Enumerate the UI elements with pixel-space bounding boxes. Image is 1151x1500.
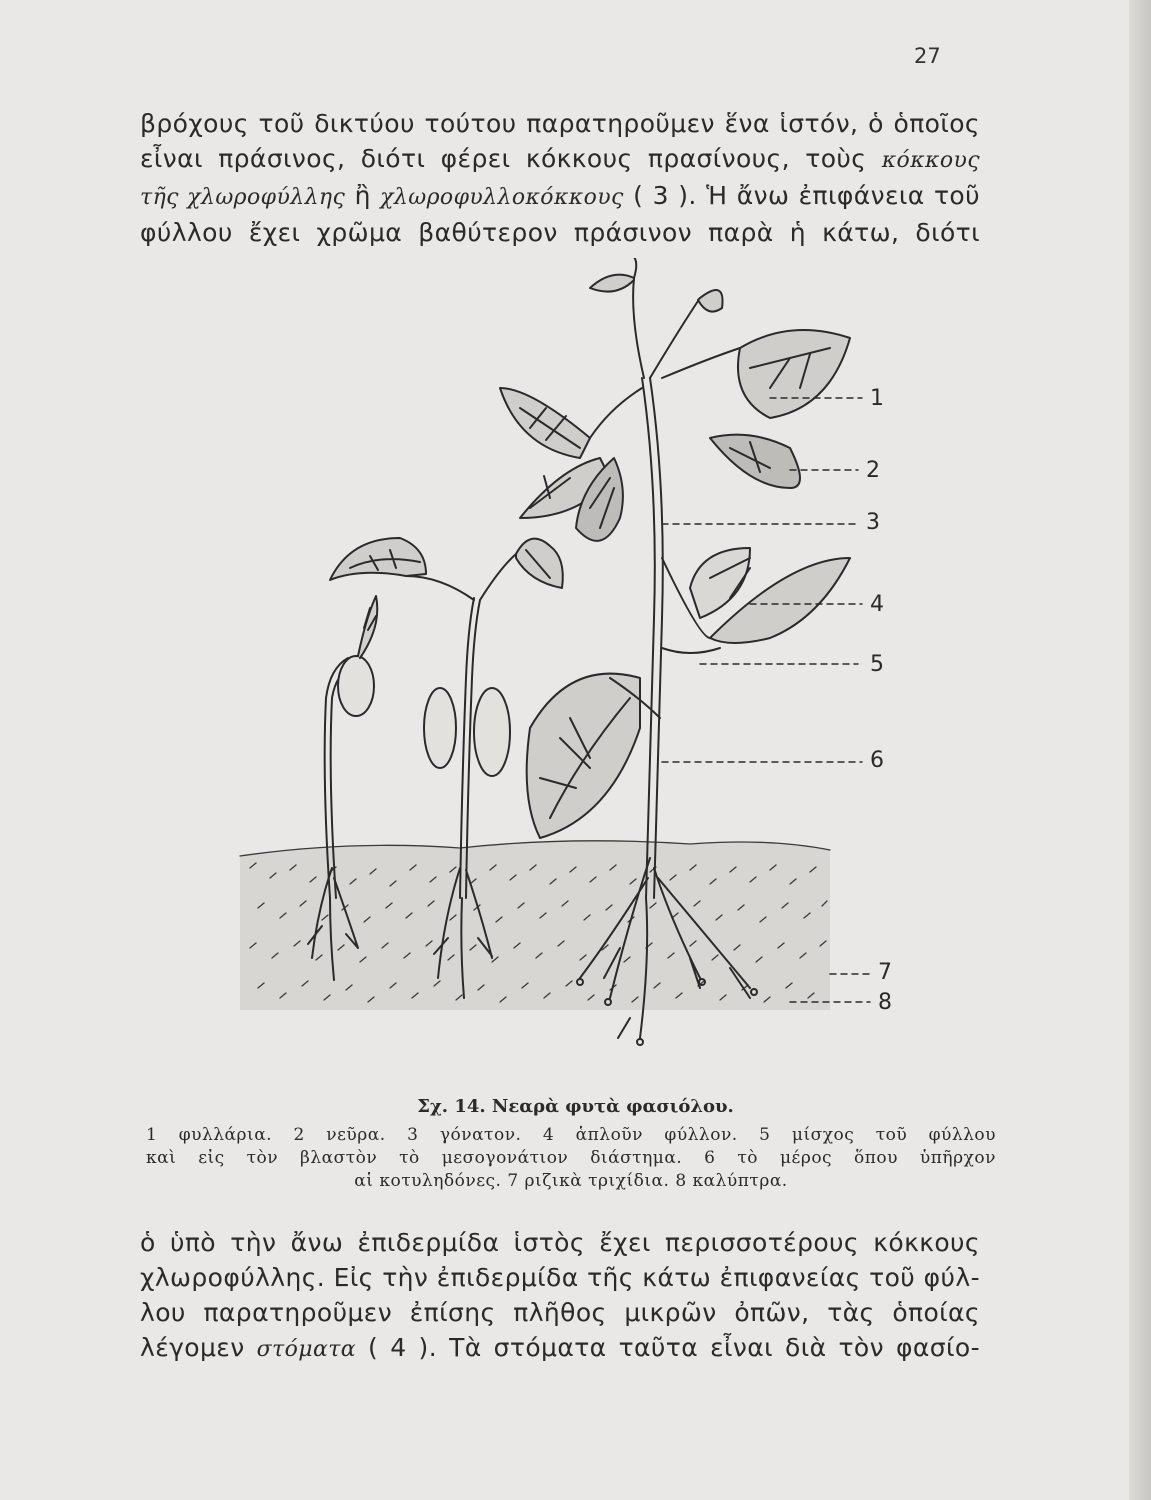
text-line bbox=[140, 1330, 980, 1367]
plant-illustration bbox=[230, 258, 910, 1068]
italic-term: τῆς χλωροφύλλης bbox=[140, 185, 346, 210]
italic-term: χλωροφυλλοκόκκους bbox=[380, 185, 624, 210]
figure-caption-title: Σχ. 14. Νεαρὰ φυτὰ φασιόλου. bbox=[417, 1096, 734, 1117]
caption-line: 1 φυλλάρια. 2 νεῦρα. 3 γόνατον. 4 ἁπλοῦν φύλλον. 5 μίσχος τοῦ φύλλου bbox=[146, 1125, 996, 1145]
text-run: λέγομεν bbox=[140, 1333, 257, 1362]
bottom-paragraph bbox=[140, 1225, 980, 1367]
text-line bbox=[140, 141, 980, 178]
text-line: λου παρατηροῦμεν ἐπίσης πλῆθος μικρῶν ὀπῶν, τὰς ὁποίας bbox=[140, 1298, 980, 1327]
text-run: ( 3 ). Ἡ ἄνω ἐπιφάνεια τοῦ bbox=[623, 181, 980, 210]
caption-line: καὶ εἰς τὸν βλαστὸν τὸ μεσογονάτιον διάστημα. 6 τὸ μέρος ὅπου ὑπῆρχον bbox=[146, 1148, 996, 1168]
figure-label-1: 1 bbox=[870, 386, 884, 411]
figure-label-3: 3 bbox=[866, 510, 880, 535]
italic-term: στόματα bbox=[256, 1337, 357, 1362]
text-line: βρόχους τοῦ δικτύου τούτου παρατηροῦμεν ἕνα ἱστόν, ὁ ὁποῖος bbox=[140, 109, 980, 138]
text-line: χλωροφύλλης. Εἰς τὴν ἐπιδερμίδα τῆς κάτω ἐπιφανείας τοῦ φύλ- bbox=[140, 1263, 980, 1292]
figure-label-7: 7 bbox=[878, 960, 892, 985]
text-run: ἢ bbox=[345, 181, 381, 210]
text-line bbox=[140, 178, 980, 215]
text-line: φύλλου ἔχει χρῶμα βαθύτερον πράσινον παρὰ ἡ κάτω, διότι bbox=[140, 218, 980, 247]
bean-plants-figure bbox=[230, 258, 910, 1068]
figure-label-4: 4 bbox=[870, 592, 884, 617]
figure-label-2: 2 bbox=[866, 458, 880, 483]
text-run: εἶναι πράσινος, διότι φέρει κόκκους πρασίνους, τοὺς bbox=[140, 144, 882, 173]
caption-line: αἱ κοτυληδόνες. 7 ριζικὰ τριχίδια. 8 καλύπτρα. bbox=[354, 1171, 788, 1191]
figure-label-5: 5 bbox=[870, 652, 884, 677]
figure-label-8: 8 bbox=[878, 990, 892, 1015]
page-edge bbox=[1129, 0, 1151, 1500]
italic-term: κόκκους bbox=[881, 148, 980, 173]
top-paragraph bbox=[140, 106, 980, 250]
figure-label-6: 6 bbox=[870, 748, 884, 773]
figure-caption-legend bbox=[146, 1124, 996, 1193]
page-number: 27 bbox=[914, 44, 941, 68]
text-line: ὁ ὑπὸ τὴν ἄνω ἐπιδερμίδα ἱστὸς ἔχει περισσοτέρους κόκκους bbox=[140, 1228, 980, 1257]
text-run: ( 4 ). Τὰ στόματα ταῦτα εἶναι διὰ τὸν φασίο- bbox=[356, 1333, 980, 1362]
